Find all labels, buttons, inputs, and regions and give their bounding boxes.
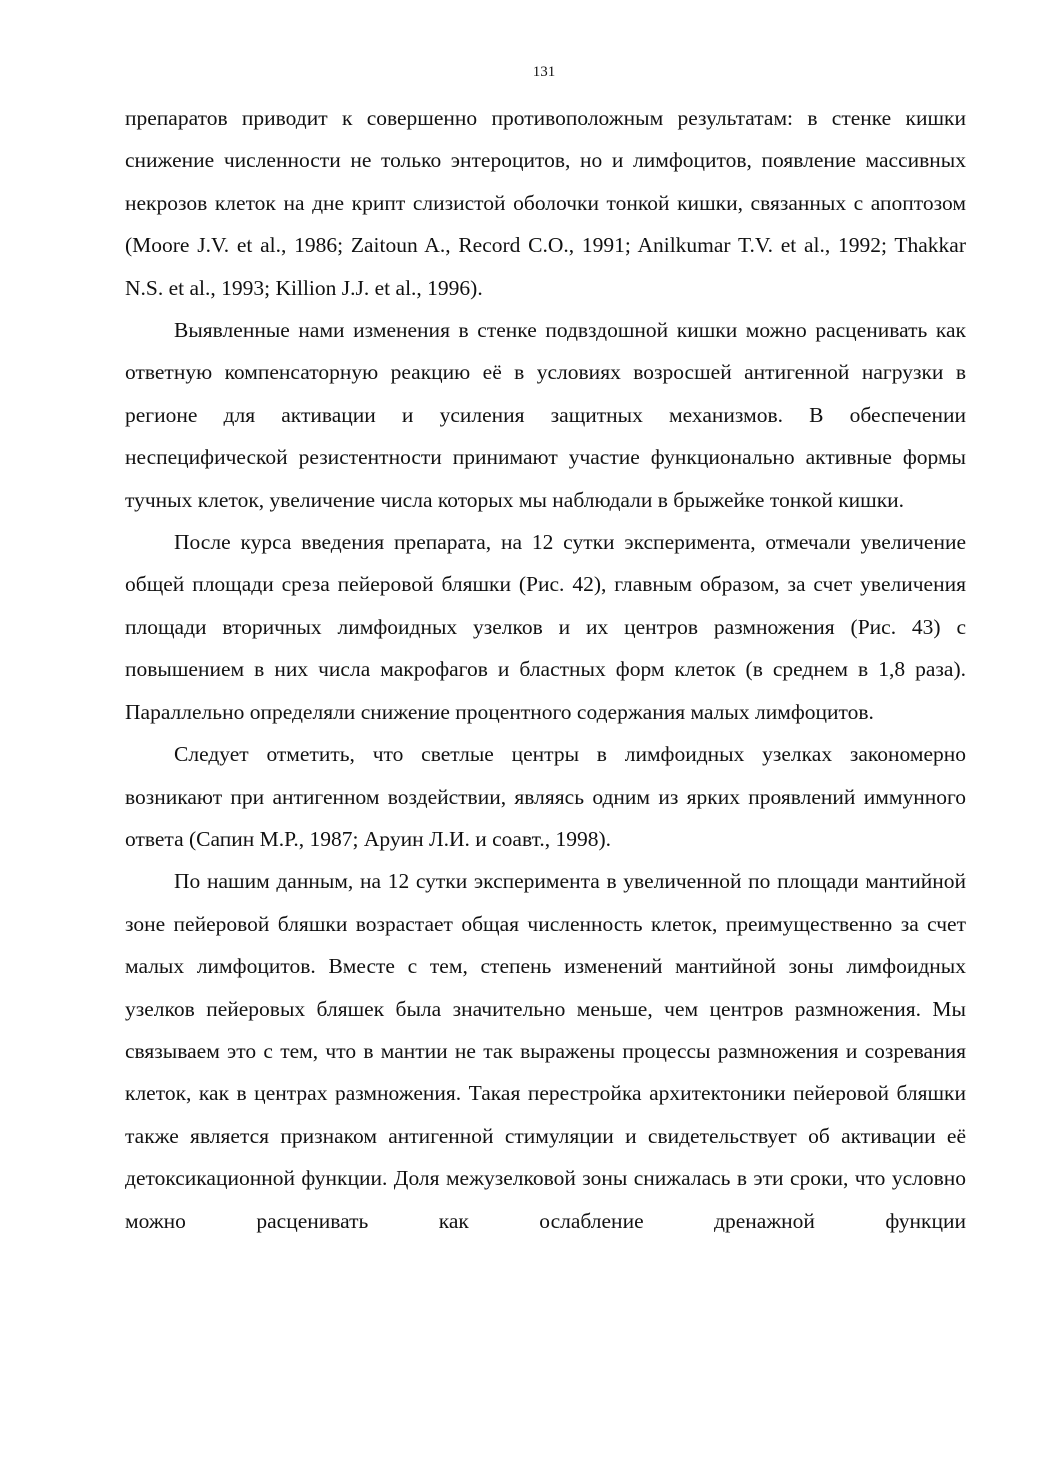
paragraph-continued: препаратов приводит к совершенно противоположным результатам: в стенке кишки снижение численности не только энтероцитов, но и лимфоцитов, появление массивных некрозов клеток на дне крипт слизистой оболочки тонкой кишки, связанных с апоптозом (Moore J.V. et al., 1986; Zaitoun A., Record C.O., 1991; Anilkumar T.V. et al., 1992; Thakkar N.S. et al., 1993; Killion J.J. et al., 1996). <box>125 106 966 300</box>
paragraph-continues: По нашим данным, на 12 сутки эксперимента в увеличенной по площади мантийной зоне пейеровой бляшки возрастает общая численность клеток, преимущественно за счет малых лимфоцитов. Вместе с тем, степень изменений мантийной зоны лимфоидных узелков пейеровых бляшек была значительно меньше, чем центров размножения. Мы связываем это с тем, что в мантии не так выражены процессы размножения и созревания клеток, как в центрах размножения. Такая перестройка архитектоники пейеровой бляшки также является признаком антигенной стимуляции и свидетельствует об активации её детоксикационной функции. Доля межузелковой зоны снижалась в эти сроки, что условно можно расценивать как ослабление дренажной функции <box>125 869 966 1233</box>
body-text <box>125 97 966 1242</box>
paragraph: После курса введения препарата, на 12 сутки эксперимента, отмечали увеличение общей площади среза пейеровой бляшки (Рис. 42), главным образом, за счет увеличения площади вторичных лимфоидных узелков и их центров размножения (Рис. 43) с повышением в них числа макрофагов и бластных форм клеток (в среднем в 1,8 раза). Параллельно определяли снижение процентного содержания малых лимфоцитов. <box>125 530 966 724</box>
paragraph: Следует отметить, что светлые центры в лимфоидных узелках закономерно возникают при антигенном воздействии, являясь одним из ярких проявлений иммунного ответа (Сапин М.Р., 1987; Аруин Л.И. и соавт., 1998). <box>125 742 966 851</box>
paragraph: Выявленные нами изменения в стенке подвздошной кишки можно расценивать как ответную компенсаторную реакцию её в условиях возросшей антигенной нагрузки в регионе для активации и усиления защитных механизмов. В обеспечении неспецифической резистентности принимают участие функционально активные формы тучных клеток, увеличение числа которых мы наблюдали в брыжейке тонкой кишки. <box>125 318 966 512</box>
page-number: 131 <box>532 64 556 80</box>
